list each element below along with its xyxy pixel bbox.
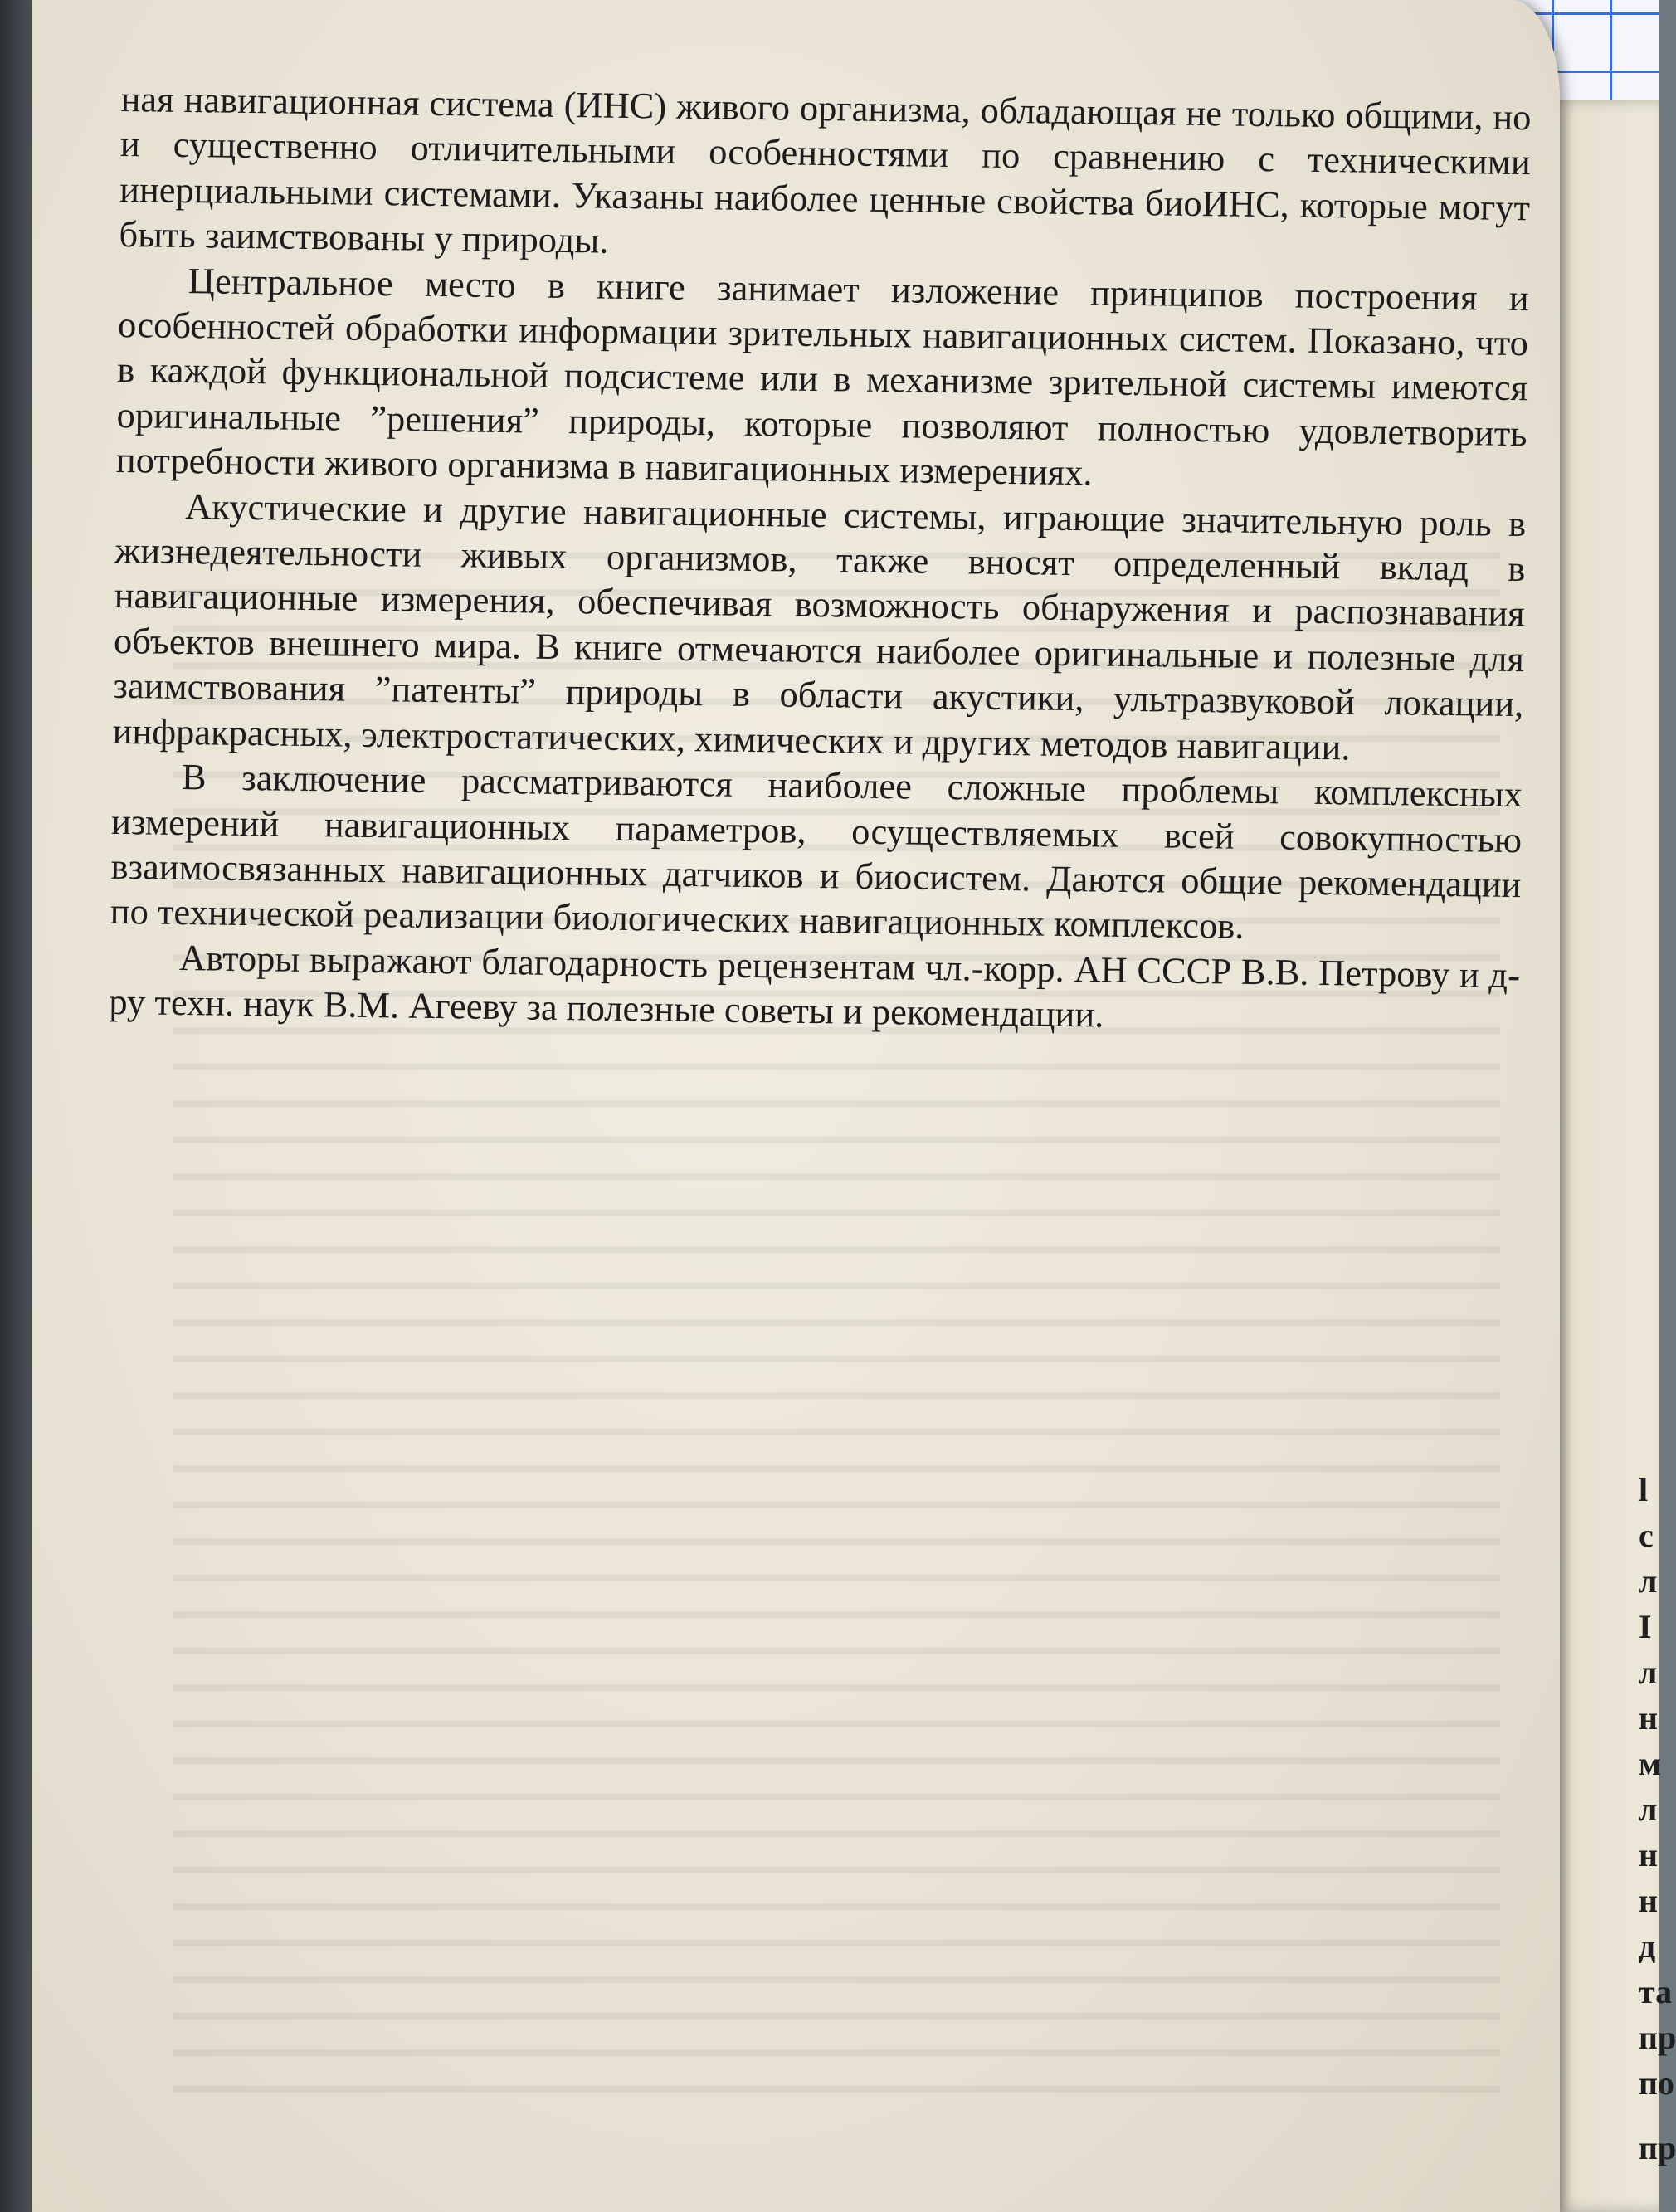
next-page-fragment: л	[1639, 1791, 1658, 1828]
next-page-fragment: I	[1639, 1608, 1652, 1645]
next-page-fragment: н	[1639, 1836, 1659, 1873]
next-page-fragment: л	[1639, 1654, 1658, 1691]
next-page-fragment: по	[1639, 2064, 1675, 2102]
next-page-fragment: пр	[1639, 2129, 1676, 2166]
paragraph-5: Авторы выражают благодарность рецензентам чл.-корр. АН СССР В.В. Петрову и д-ру техн. наук В.М. Агееву за полезные советы и рекомендации.	[109, 936, 1521, 1035]
paragraph-1: ная навигационная система (ИНС) живого организма, обладающая не только общими, но и существенно отличительными особенностями по сравнению с техническими инерциальными системами. Указаны наиболее ценные свойства биоИНС, которые могут быть заимствованы у природы.	[119, 77, 1532, 261]
next-page-fragment: м	[1639, 1745, 1662, 1782]
next-page-fragment: д	[1639, 1927, 1656, 1965]
next-page-fragment: л	[1639, 1562, 1658, 1600]
next-page-fragment: с	[1639, 1517, 1654, 1554]
paragraph-2: Центральное место в книге занимает изложение принципов построения и особенностей обработки информации зрительных навигационных систем. Показано, что в каждой функциональной подсистеме или в механизме зрительной системы имеются оригинальные ”решения” природы, которые позволяют полностью удовлетворить потребности живого организма в навигационных измерениях.	[115, 259, 1529, 494]
next-page-fragment: пр	[1639, 2019, 1676, 2056]
paragraph-4: В заключение рассматриваются наиболее сложные проблемы комплексных измерений навигационных параметров, осуществляемых всей совокупностью взаимосвязанных навигационных датчиков и биосистем. Даются общие рекомендации по технической реализации биологических навигационных комплексов.	[110, 756, 1523, 948]
page-text-block	[109, 76, 1532, 1043]
next-page-fragment: н	[1639, 1882, 1659, 1919]
left-dark-edge	[0, 0, 33, 2212]
next-page-fragment: н	[1639, 1699, 1659, 1737]
next-page-fragment: l	[1639, 1471, 1649, 1508]
paragraph-3: Акустические и другие навигационные системы, играющие значительную роль в жизнедеятельности живых организмов, также вносят определенный вклад в навигационные измерения, обеспечивая возможность обнаружения и распознавания объектов внешнего мира. В книге отмечаются наиболее оригинальные и полезные для заимствования ”патенты” природы в области акустики, ультразвуковой локации, инфракрасных, электростатических, химических и других методов навигации.	[112, 485, 1527, 768]
book-page	[32, 0, 1560, 2212]
next-page-fragment: та	[1639, 1973, 1673, 2010]
